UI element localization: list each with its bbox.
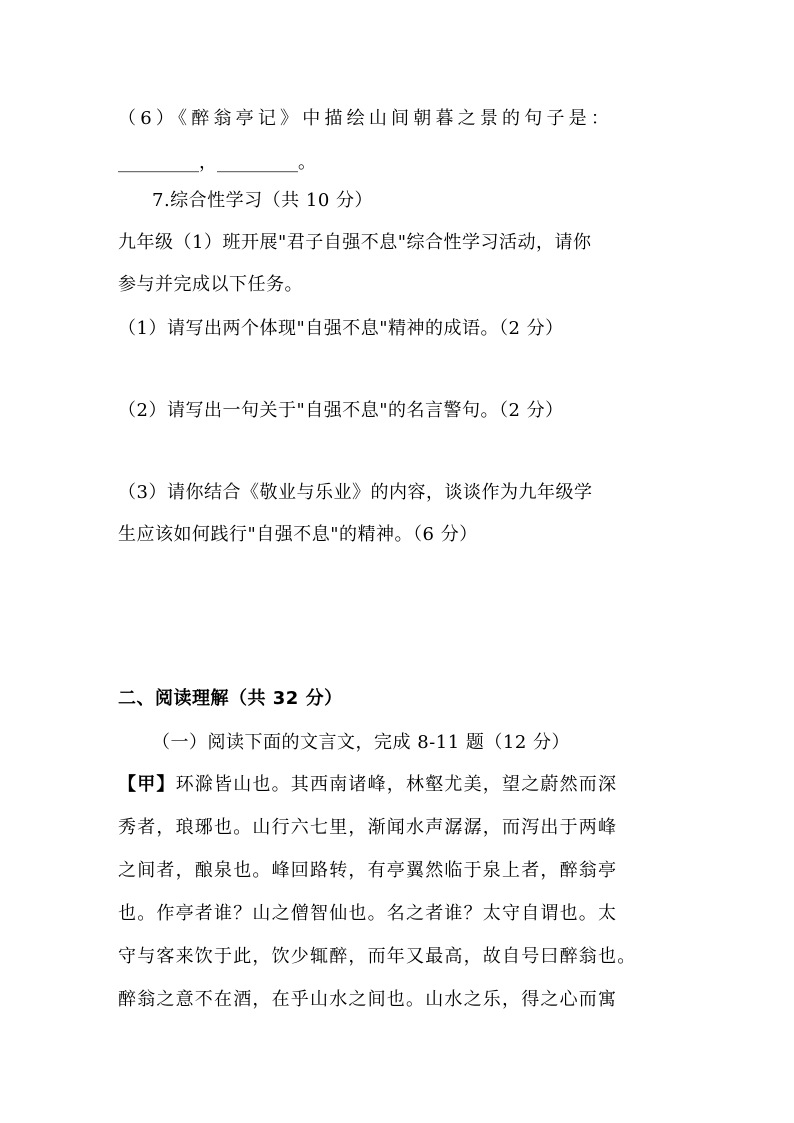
section-7-intro-line-1: 九年级（1）班开展"君子自强不息"综合性学习活动，请你 [118, 232, 592, 253]
section-7-title: 7.综合性学习（共 10 分） [152, 190, 374, 211]
section-2-title: 二、阅读理解（共 32 分） [118, 688, 343, 709]
question-6-answer-blanks[interactable]: _________，_________。 [118, 152, 316, 173]
task-3-text-line-2: 生应该如何践行"自强不息"的精神。（6 分） [118, 524, 478, 545]
passage-line-2: 秀者，琅琊也。山行六七里，渐闻水声潺潺，而泻出于两峰 [118, 817, 618, 838]
task-3-text-line-1: （3）请你结合《敬业与乐业》的内容，谈谈作为九年级学 [118, 482, 593, 503]
passage-line-1 [118, 772, 678, 798]
passage-line-4: 也。作亭者谁？山之僧智仙也。名之者谁？太守自谓也。太 [118, 903, 618, 924]
passage-line-6: 醉翁之意不在酒，在乎山水之间也。山水之乐，得之心而寓 [118, 989, 618, 1010]
task-1-text: （1）请写出两个体现"自强不息"精神的成语。（2 分） [118, 318, 564, 339]
task-2-text: （2）请写出一句关于"自强不息"的名言警句。（2 分） [118, 400, 564, 421]
passage-line-5: 守与客来饮于此，饮少辄醉，而年又最高，故自号曰醉翁也。 [118, 946, 637, 967]
section-7-intro-line-2: 参与并完成以下任务。 [118, 274, 303, 295]
question-6-text: （6）《醉翁亭记》中描绘山间朝暮之景的句子是： [118, 108, 614, 129]
passage-line-1-text: 环滁皆山也。其西南诸峰，林壑尤美，望之蔚然而深 [175, 774, 618, 795]
subsection-1-title: （一）阅读下面的文言文，完成 8-11 题（12 分） [152, 732, 571, 753]
passage-label: 【甲】 [118, 774, 176, 795]
passage-line-3: 之间者，酿泉也。峰回路转，有亭翼然临于泉上者，醉翁亭 [118, 860, 618, 881]
